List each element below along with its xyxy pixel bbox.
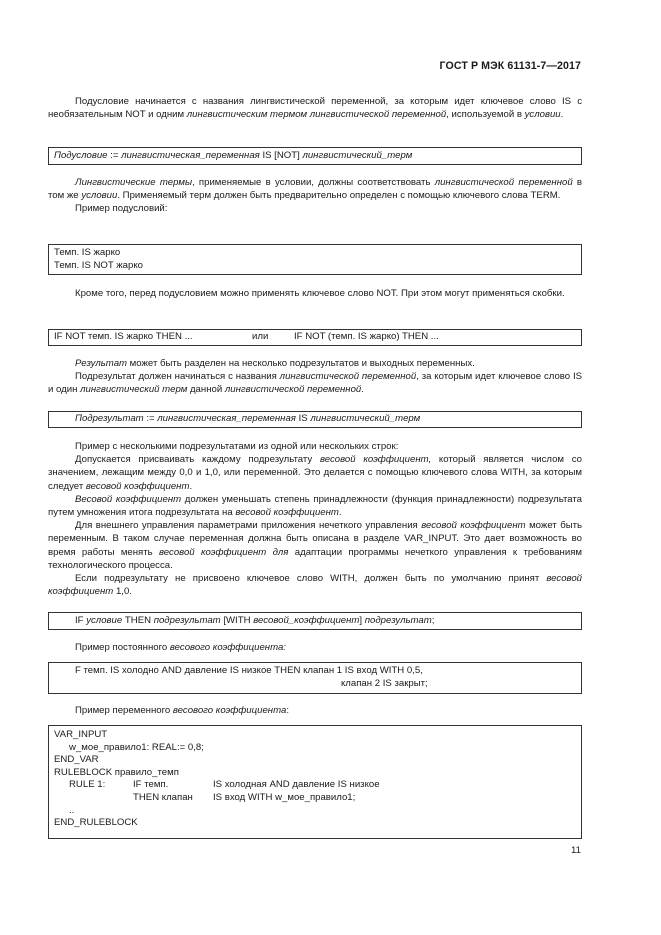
page-number: 11 — [571, 845, 581, 856]
constant-weight-example-box: F темп. IS холодно AND давление IS низкое THEN клапан 1 IS вход WITH 0,5, клапан 2 IS закрыт; — [48, 662, 582, 694]
code-example-box: VAR_INPUT w_мое_правило1: REAL:= 0,8; END_VAR RULEBLOCK правило_темп RULE 1: IF темп. IS холодная AND давление IS низкое THEN клапан IS вход WITH w_мое_правило1; .. END_RULEBLOCK — [48, 725, 582, 839]
paragraph-result: Результат может быть разделен на несколько подрезультатов и выходных переменных. Подрезультат должен начинаться с названия лингвистической переменной, за которым идет ключевое слово IS и один лингвистический терм данной лингвистической переменной. — [48, 358, 583, 396]
paragraph-not-keyword: Кроме того, перед подусловием можно применять ключевое слово NOT. При этом могут применяться скобки. — [75, 288, 565, 299]
subcondition-examples-box: Темп. IS жарко Темп. IS NOT жарко — [48, 244, 582, 275]
document-header: ГОСТ Р МЭК 61131-7—2017 — [439, 60, 581, 72]
paragraph-subcondition-intro: Подусловие начинается с названия лингвистической переменной, за которым идет ключевое слово IS с необязательным NOT и одним лингвистическим термом лингвистической переменной, используемой в условии. — [48, 96, 582, 121]
subresult-syntax-box: Подрезультат := лингвистическая_переменная IS лингвистический_терм — [48, 411, 582, 428]
not-examples-box: IF NOT темп. IS жарко THEN ... или IF NOT (темп. IS жарко) THEN ... — [48, 329, 582, 346]
paragraph-weight-factor: Пример с несколькими подрезультатами из одной или нескольких строк: Допускается присваивать каждому подрезультату весовой коэффициент, который является числом со значением, лежащим между 0,0 и 1,0, или переменной. Это делается с помощью ключевого слова WITH, за которым следует весовой коэффициент. Весовой коэффициент должен уменьшать степень принадлежности (функция принадлежности) подрезультата путем умножения итога подрезультата на весовой коэффициент. Для внешнего управления параметрами приложения нечеткого управления весовой коэффициент может быть переменным. В таком случае переменная должна быть описана в разделе VAR_INPUT. Это дает возможность во время работы менять весовой коэффициент для адаптации программы нечеткого управления к требованиям технологического процесса. Если подрезультату не присвоено ключевое слово WITH, должен быть по умолчанию принят весовой коэффициент 1,0. — [48, 441, 583, 598]
paragraph-linguistic-terms: Лингвистические термы, применяемые в условии, должны соответствовать лингвистической переменной в том же условии. Применяемый терм должен быть предварительно определен с помощью ключевого слова TERM. Пример подусловий: — [48, 177, 583, 215]
subcondition-syntax-box: Подусловие := лингвистическая_переменная IS [NOT] лингвистический_терм — [48, 147, 582, 165]
paragraph-constant-weight: Пример постоянного весового коэффициента: — [75, 642, 286, 653]
paragraph-variable-weight: Пример переменного весового коэффициента: — [75, 705, 289, 716]
with-syntax-box: IF условие THEN подрезультат [WITH весовой_коэффициент] подрезультат; — [48, 612, 582, 630]
